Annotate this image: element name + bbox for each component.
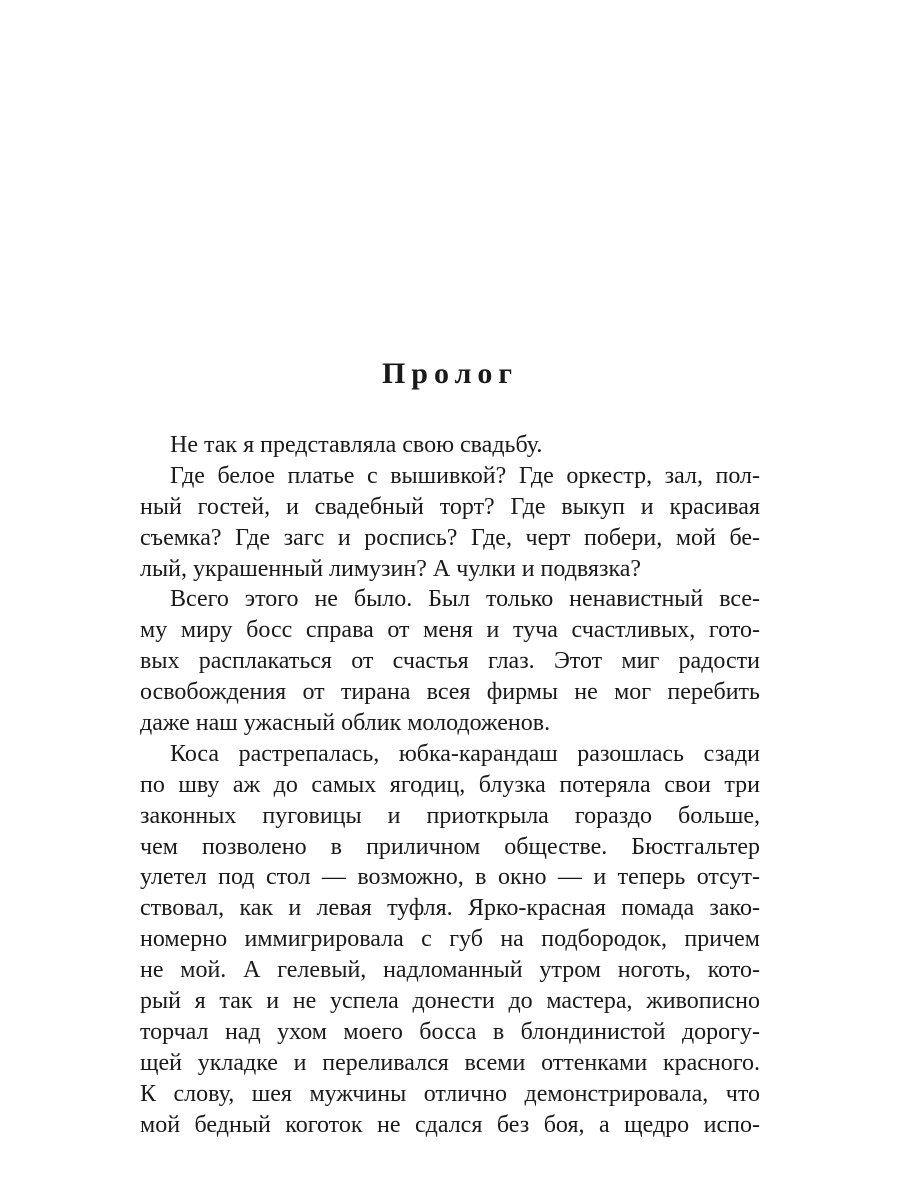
text-line: К слову, шея мужчины отлично демонстрировала, что (140, 1080, 760, 1107)
text-line: съемка? Где загс и роспись? Где, черт побери, мой бе- (140, 524, 760, 551)
text-line: лый, украшенный лимузин? А чулки и подвязка? (140, 555, 642, 582)
text-line: улетел под стол — возможно, в окно — и теперь отсут- (140, 864, 760, 891)
text-line: му миру босс справа от меня и туча счастливых, гото- (140, 617, 760, 644)
text-line: вых расплакаться от счастья глаз. Этот миг радости (140, 648, 760, 675)
text-line: по шву аж до самых ягодиц, блузка потеряла свои три (140, 771, 760, 798)
text-line: ствовал, как и левая туфля. Ярко-красная помада зако- (140, 895, 760, 922)
text-line: номерно иммигрировала с губ на подбородок, причем (140, 926, 760, 953)
text-line: Где белое платье с вышивкой? Где оркестр, зал, пол- (170, 462, 760, 489)
text-line: Всего этого не было. Был только ненавистный все- (170, 586, 760, 613)
text-line: ный гостей, и свадебный торт? Где выкуп и красивая (140, 493, 760, 520)
chapter-body-text (140, 430, 760, 1140)
text-line: не мой. А гелевый, надломанный утром ноготь, кото- (140, 957, 760, 984)
text-line: даже наш ужасный облик молодоженов. (140, 710, 551, 737)
text-line: Не так я представляла свою свадьбу. (170, 432, 543, 458)
text-line: Коса растрепалась, юбка-карандаш разошлась сзади (170, 740, 760, 767)
text-line: законных пуговицы и приоткрыла гораздо больше, (140, 802, 760, 829)
text-line: рый я так и не успела донести до мастера, живописно (140, 988, 760, 1015)
text-line: освобождения от тирана всея фирмы не мог перебить (140, 679, 760, 706)
chapter-title: Пролог (381, 357, 519, 390)
text-line: торчал над ухом моего босса в блондинистой дорогу- (140, 1018, 760, 1045)
text-line: мой бедный коготок не сдался без боя, а щедро испо- (140, 1111, 760, 1138)
text-line: чем позволено в приличном обществе. Бюстгальтер (140, 833, 760, 860)
text-line: щей укладке и переливался всеми оттенками красного. (140, 1049, 760, 1076)
